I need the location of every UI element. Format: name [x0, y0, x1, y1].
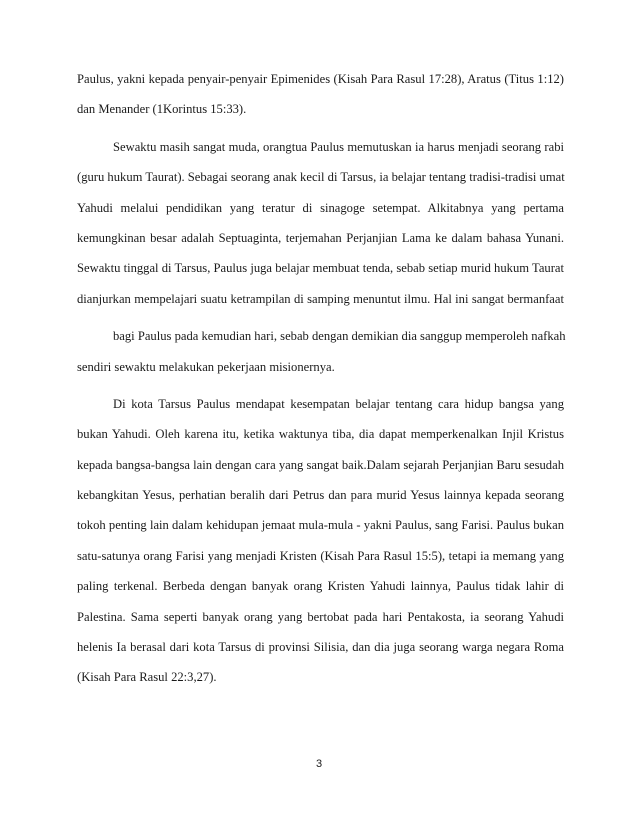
text-line: Paulus, yakni kepada penyair-penyair Epimenides (Kisah Para Rasul 17:28), Aratus (Titus 1:12) [77, 72, 564, 86]
paragraph-gap [77, 125, 564, 132]
text-line: satu-satunya orang Farisi yang menjadi Kristen (Kisah Para Rasul 15:5), tetapi ia memang yang [77, 548, 564, 563]
page-number: 3 [315, 758, 323, 770]
text-line: tokoh penting lain dalam kehidupan jemaat mula-mula - yakni Paulus, sang Farisi. Paulus bukan [77, 518, 564, 533]
text-line: bukan Yahudi. Oleh karena itu, ketika waktunya tiba, dia dapat memperkenalkan Injil Kristus [77, 427, 564, 442]
text-line: dianjurkan mempelajari suatu ketrampilan di samping menuntut ilmu. Hal ini sangat bermanfaat [77, 291, 564, 306]
text-line: helenis Ia berasal dari kota Tarsus di provinsi Silisia, dan dia juga seorang warga negara Roma [77, 640, 564, 655]
text-line: Sewaktu masih sangat muda, orangtua Paulus memutuskan ia harus menjadi seorang rabi [113, 139, 564, 154]
text-line: kepada bangsa-bangsa lain dengan cara yang sangat baik.Dalam sejarah Perjanjian Baru sesudah [77, 457, 564, 472]
paragraph [77, 64, 564, 125]
text-line: Yahudi melalui pendidikan yang teratur di sinagoge setempat. Alkitabnya yang pertama [77, 200, 564, 215]
text-line: sendiri sewaktu melakukan pekerjaan misionernya. [77, 359, 335, 374]
paragraph [77, 389, 564, 693]
body-text [77, 64, 564, 693]
text-line: Palestina. Sama seperti banyak orang yang bertobat pada hari Pentakosta, ia seorang Yahudi [77, 609, 564, 624]
text-line: kemungkinan besar adalah Septuaginta, terjemahan Perjanjian Lama ke dalam bahasa Yunani. [77, 230, 564, 245]
paragraph [77, 321, 564, 382]
text-line: Sewaktu tinggal di Tarsus, Paulus juga belajar membuat tenda, sebab setiap murid hukum Taurat [77, 261, 564, 276]
paragraph-gap [77, 314, 564, 321]
text-line: bagi Paulus pada kemudian hari, sebab dengan demikian dia sanggup memperoleh nafkah [113, 329, 566, 344]
text-line: dan Menander (1Korintus 15:33). [77, 102, 247, 117]
text-line: Di kota Tarsus Paulus mendapat kesempatan belajar tentang cara hidup bangsa yang [113, 396, 564, 411]
paragraph [77, 132, 564, 314]
paragraph-gap [77, 382, 564, 389]
text-line: (Kisah Para Rasul 22:3,27). [77, 670, 217, 685]
text-line: (guru hukum Taurat). Sebagai seorang anak kecil di Tarsus, ia belajar tentang tradisi-tradisi umat [77, 170, 565, 185]
text-line: paling terkenal. Berbeda dengan banyak orang Kristen Yahudi lainnya, Paulus tidak lahir di [77, 579, 564, 594]
text-line: kebangkitan Yesus, perhatian beralih dari Petrus dan para murid Yesus lainnya kepada seorang [77, 488, 564, 503]
